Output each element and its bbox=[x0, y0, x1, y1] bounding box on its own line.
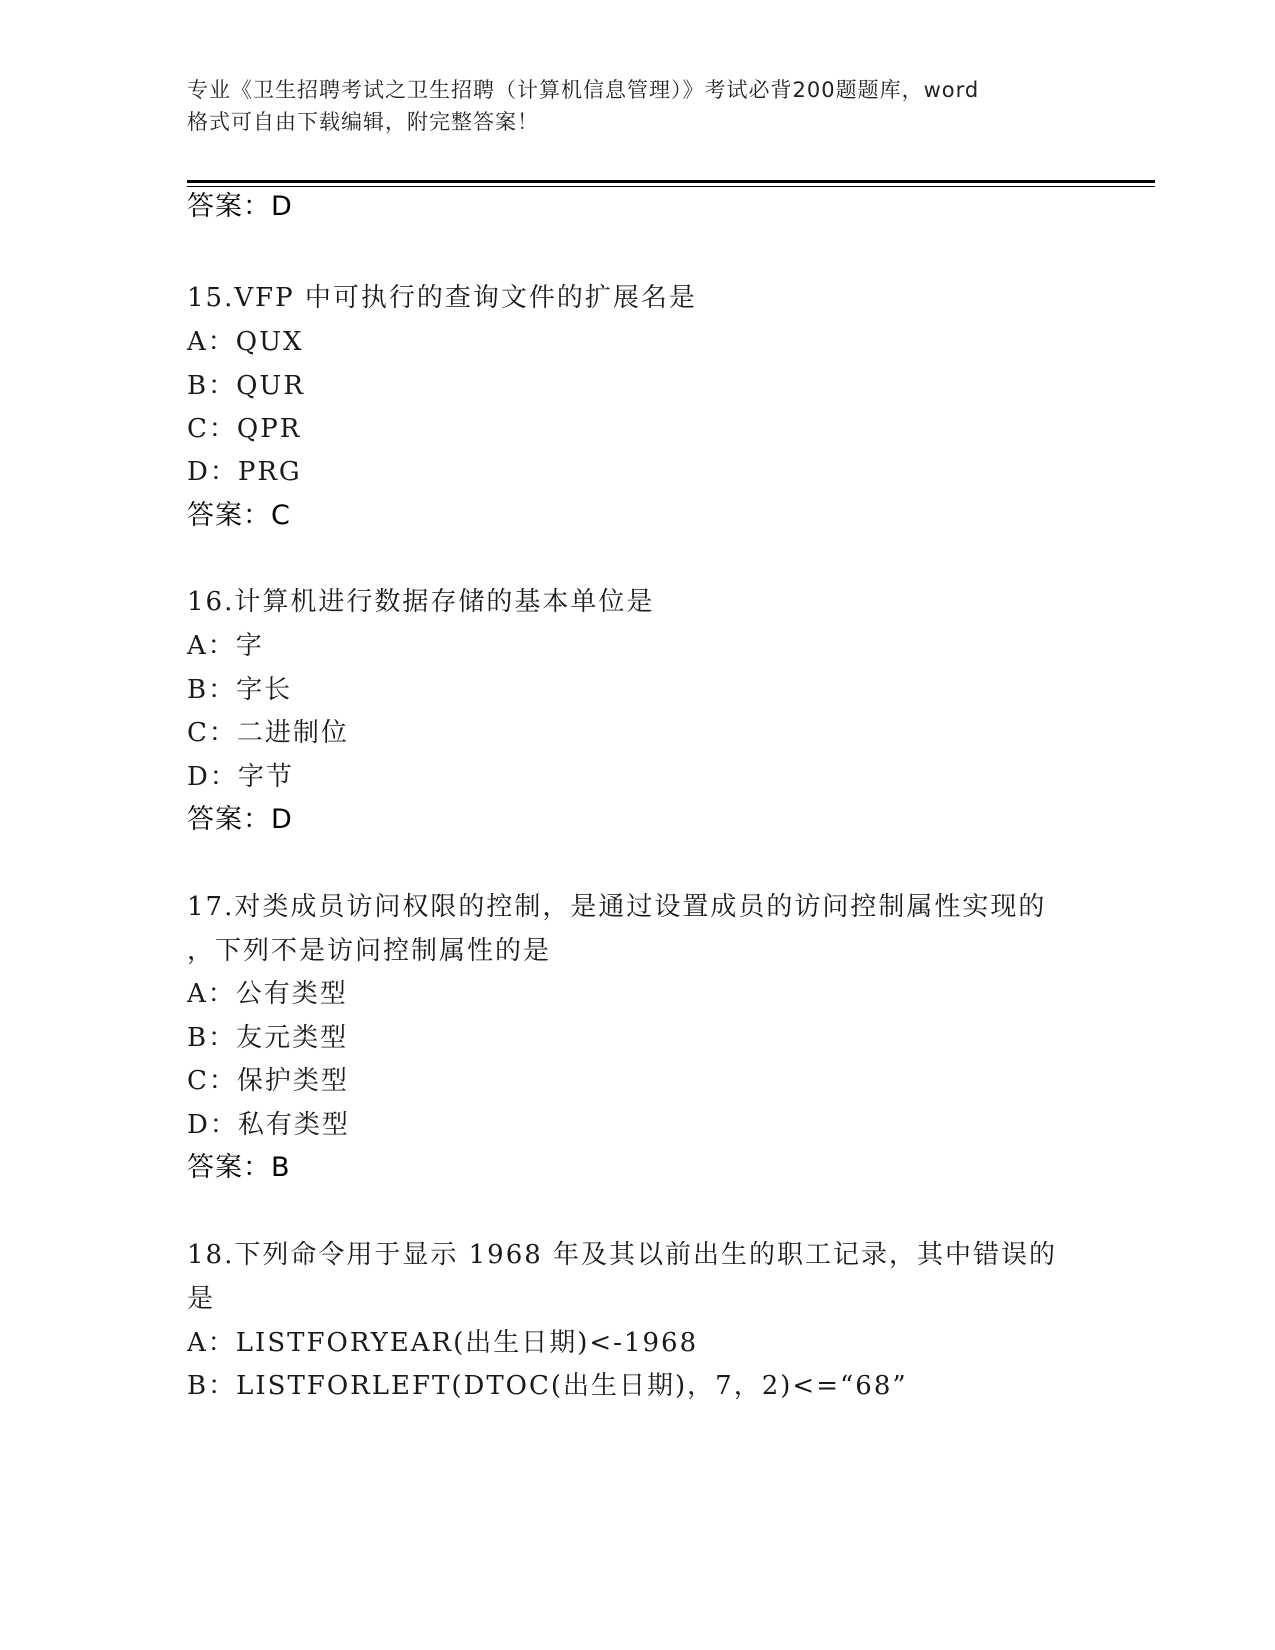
question-16-option-c: C：二进制位 bbox=[187, 718, 349, 748]
question-18-option-b: B：LISTFORLEFT(DTOC(出生日期)，7，2)<=“68” bbox=[187, 1371, 908, 1401]
question-16-option-b: B：字长 bbox=[187, 675, 293, 705]
question-18-text-line-2: 是 bbox=[187, 1284, 216, 1314]
header-line-2: 格式可自由下载编辑，附完整答案！ bbox=[187, 110, 539, 134]
question-17-option-c: C：保护类型 bbox=[187, 1066, 349, 1096]
question-17-text-line-1: 17.对类成员访问权限的控制，是通过设置成员的访问控制属性实现的 bbox=[187, 892, 1047, 922]
question-17-option-d: D：私有类型 bbox=[187, 1110, 350, 1140]
question-17-answer: 答案：B bbox=[187, 1152, 291, 1183]
question-15-option-d: D：PRG bbox=[187, 457, 302, 487]
question-17-text-line-2: ，下列不是访问控制属性的是 bbox=[187, 936, 552, 966]
question-15-answer: 答案：C bbox=[187, 500, 291, 531]
header-line-1: 专业《卫生招聘考试之卫生招聘（计算机信息管理）》考试必背200题题库，word bbox=[187, 78, 980, 102]
question-15-option-b: B：QUR bbox=[187, 371, 305, 401]
question-16-text: 16.计算机进行数据存储的基本单位是 bbox=[187, 587, 655, 617]
question-18-text-line-1: 18.下列命令用于显示 1968 年及其以前出生的职工记录，其中错误的 bbox=[187, 1240, 1058, 1270]
question-15-text: 15.VFP 中可执行的查询文件的扩展名是 bbox=[187, 283, 697, 313]
header-rule-thin bbox=[187, 186, 1155, 187]
question-15-option-c: C：QPR bbox=[187, 414, 302, 444]
question-15-option-a: A：QUX bbox=[187, 327, 304, 357]
question-16-option-d: D：字节 bbox=[187, 762, 294, 792]
previous-answer: 答案：D bbox=[187, 191, 293, 222]
document-header bbox=[187, 74, 1087, 138]
question-17-option-a: A：公有类型 bbox=[187, 979, 348, 1009]
question-17-option-b: B：友元类型 bbox=[187, 1023, 349, 1053]
question-18-option-a: A：LISTFORYEAR(出生日期)<-1968 bbox=[187, 1328, 699, 1358]
question-16-answer: 答案：D bbox=[187, 804, 293, 835]
header-rule-thick bbox=[187, 180, 1155, 183]
question-16-option-a: A：字 bbox=[187, 631, 264, 661]
